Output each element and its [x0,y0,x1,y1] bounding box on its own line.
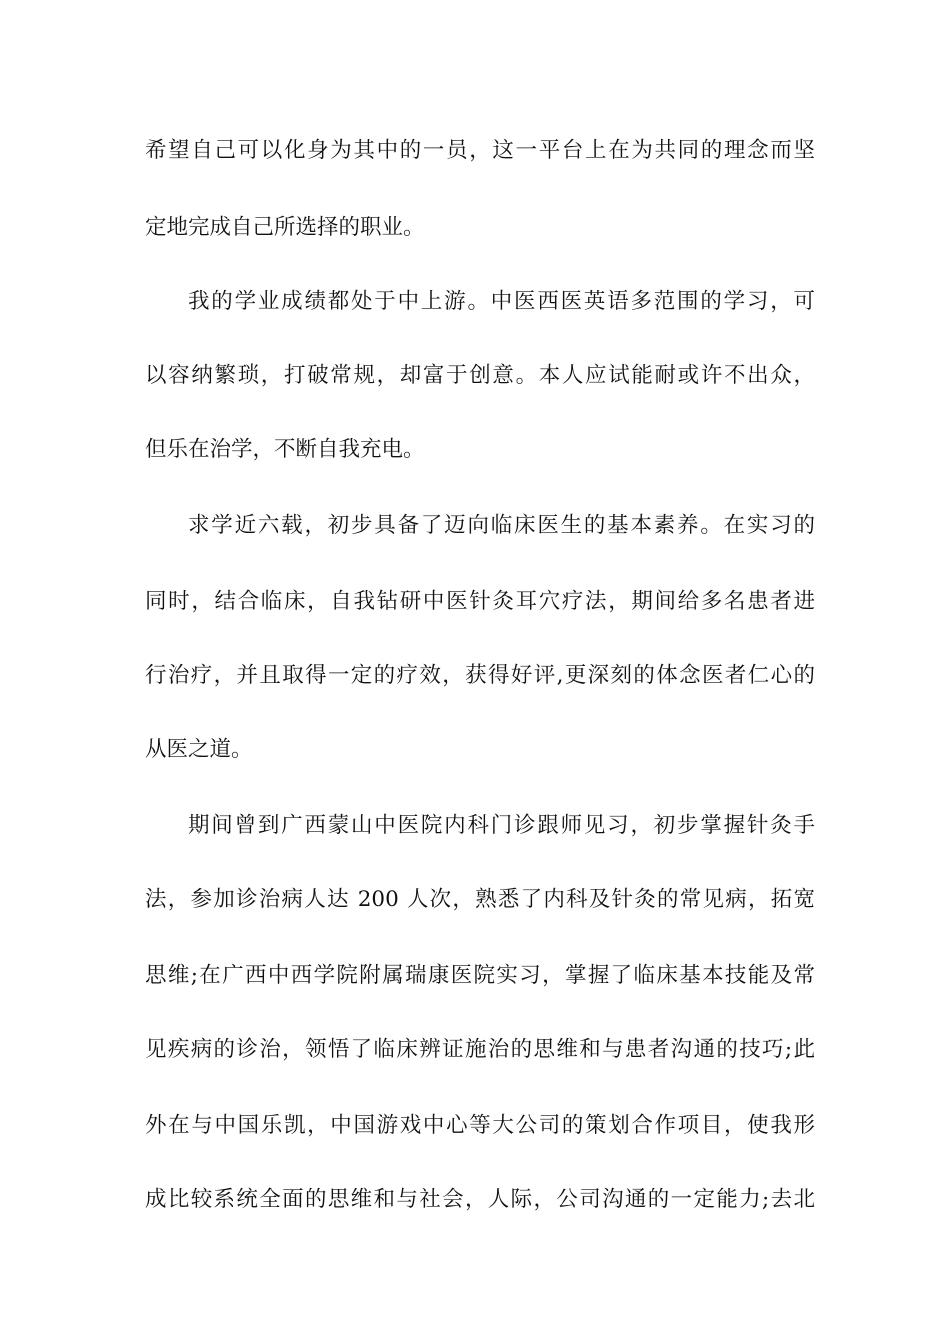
text-line-8: 行治疗，并且取得一定的疗效，获得好评,更深刻的体念医者仁心的 [145,663,815,688]
text-line-9: 从医之道。 [145,737,253,762]
text-line-4: 以容纳繁琐，打破常规，却富于创意。本人应试能耐或许不出众， [145,363,815,388]
text-line-5: 但乐在治学，不断自我充电。 [145,437,425,462]
text-line-14: 外在与中国乐凯，中国游戏中心等大公司的策划合作项目，使我形 [145,1113,815,1138]
text-line-2: 定地完成自己所选择的职业。 [145,215,425,240]
text-line-10: 期间曾到广西蒙山中医院内科门诊跟师见习，初步掌握针灸手 [188,813,815,838]
text-line-13: 见疾病的诊治，领悟了临床辨证施治的思维和与患者沟通的技巧;此 [145,1037,815,1062]
text-line-15: 成比较系统全面的思维和与社会，人际，公司沟通的一定能力;去北 [145,1187,815,1212]
text-line-7: 同时，结合临床，自我钻研中医针灸耳穴疗法，期间给多名患者进 [145,589,815,614]
text-line-12: 思维;在广西中西学院附属瑞康医院实习，掌握了临床基本技能及常 [145,963,815,988]
text-line-1: 希望自己可以化身为其中的一员，这一平台上在为共同的理念而坚 [145,138,815,163]
text-line-6: 求学近六载，初步具备了迈向临床医生的基本素养。在实习的 [188,513,815,538]
text-line-11: 法，参加诊治病人达 200 人次，熟悉了内科及针灸的常见病，拓宽 [145,887,815,912]
text-line-3: 我的学业成绩都处于中上游。中医西医英语多范围的学习，可 [188,289,815,314]
